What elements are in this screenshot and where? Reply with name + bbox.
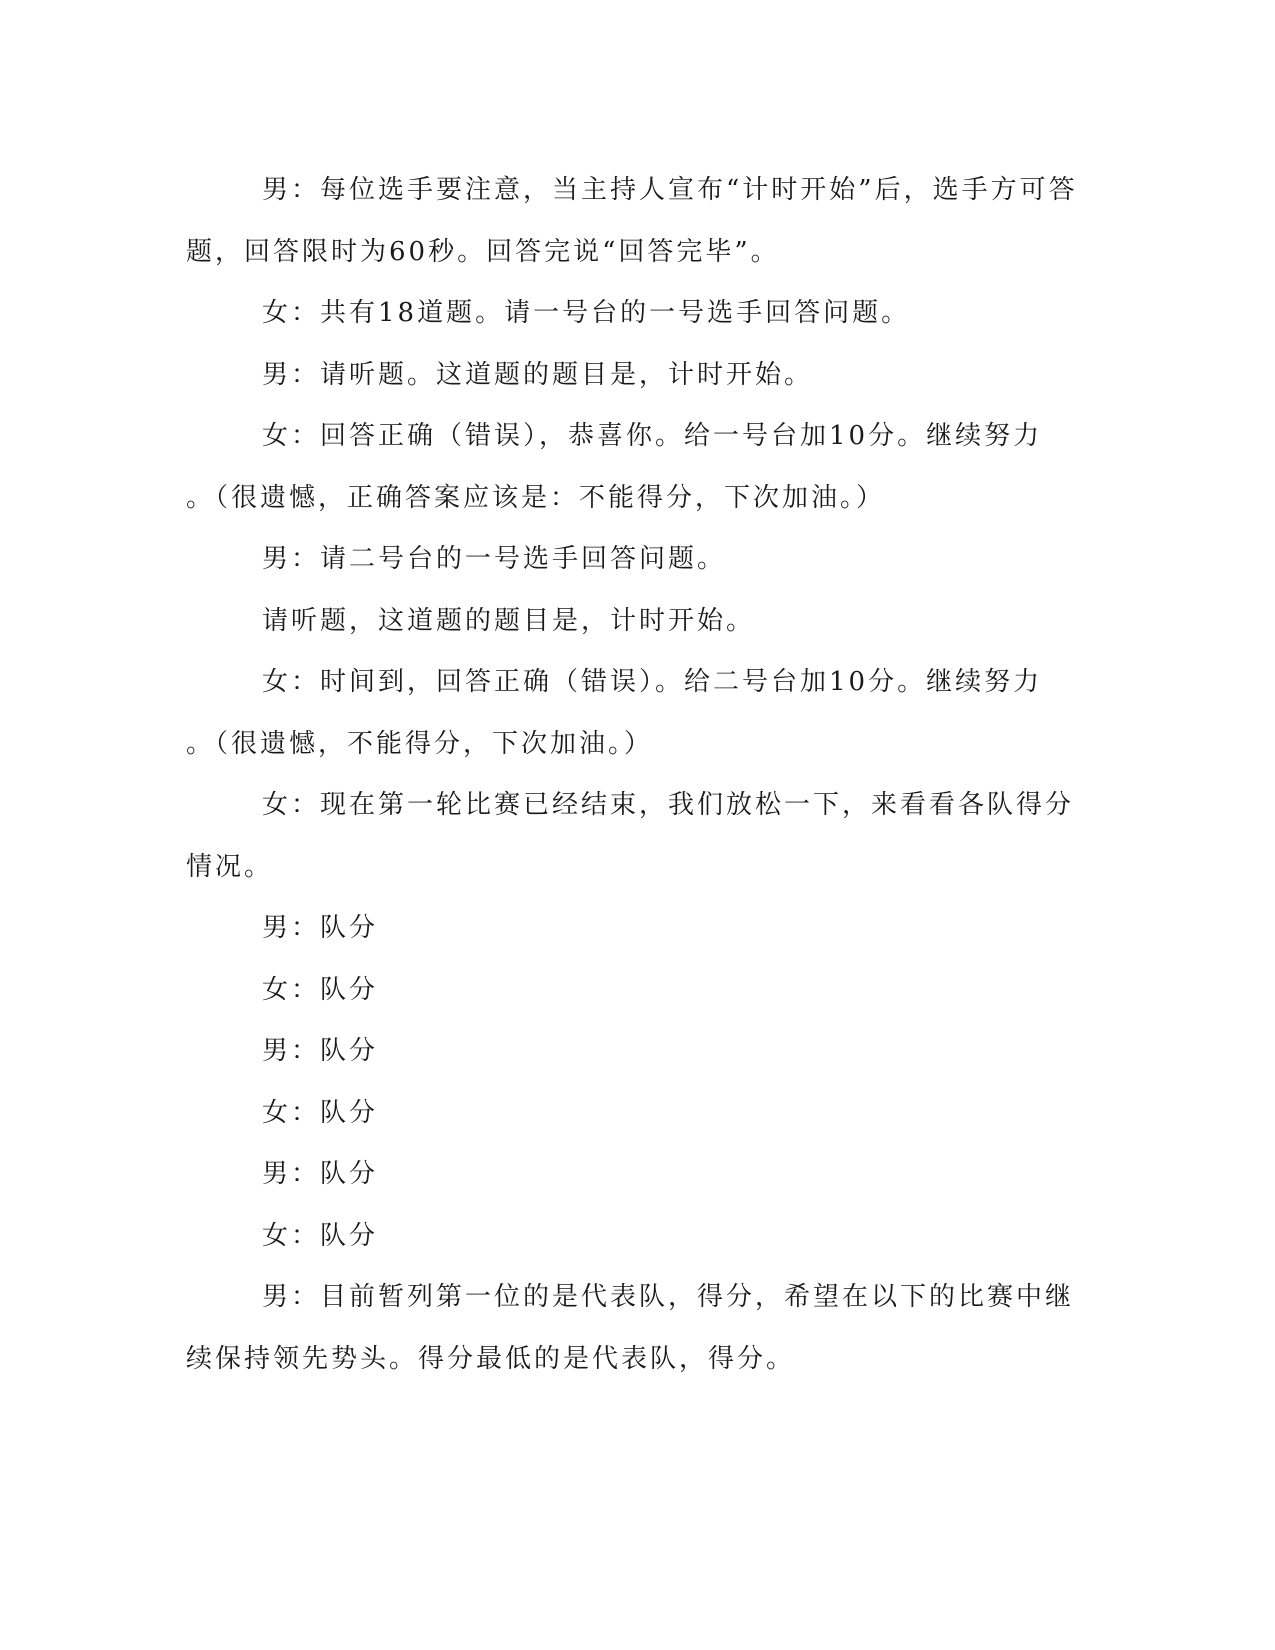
paragraph-line: 男：请二号台的一号选手回答问题。 (262, 544, 727, 574)
paragraph-line: 男：目前暂列第一位的是代表队，得分，希望在以下的比赛中继 (262, 1282, 1075, 1312)
paragraph (186, 1267, 1075, 1390)
paragraph-line: 女：回答正确（错误），恭喜你。给一号台加10分。继续努力 (262, 421, 1043, 451)
paragraph-line: 续保持领先势头。得分最低的是代表队，得分。 (186, 1343, 796, 1374)
paragraph-line: 女：共有18道题。请一号台的一号选手回答问题。 (262, 298, 911, 328)
paragraph-line: 男：每位选手要注意，当主持人宣布“计时开始”后，选手方可答 (262, 175, 1078, 205)
paragraph (186, 652, 1066, 775)
paragraph (186, 1083, 1066, 1145)
paragraph-line: 。（很遗憾，正确答案应该是：不能得分，下次加油。） (186, 482, 886, 513)
paragraph (186, 345, 1066, 407)
paragraph (186, 591, 1066, 653)
paragraph-line: 女：队分 (262, 1097, 379, 1128)
paragraph-line: 女：时间到，回答正确（错误）。给二号台加10分。继续努力 (262, 667, 1043, 697)
paragraph (186, 1206, 1066, 1268)
paragraph-line: 男：队分 (262, 1036, 379, 1066)
paragraph (186, 160, 1078, 283)
paragraph-line: 女：队分 (262, 974, 379, 1005)
paragraph (186, 775, 1075, 898)
paragraph (186, 898, 1066, 960)
paragraph (186, 1144, 1066, 1206)
paragraph (186, 529, 1066, 591)
document-body (186, 160, 1078, 1390)
paragraph (186, 406, 1066, 529)
paragraph-line: 题，回答限时为60秒。回答完说“回答完毕”。 (186, 236, 780, 267)
paragraph-line: 情况。 (186, 851, 274, 882)
paragraph (186, 960, 1066, 1022)
paragraph-line: 。（很遗憾，不能得分，下次加油。） (186, 728, 654, 759)
paragraph-line: 女：队分 (262, 1220, 379, 1251)
paragraph-line: 请听题，这道题的题目是，计时开始。 (262, 605, 756, 636)
paragraph (186, 1021, 1066, 1083)
paragraph-line: 男：请听题。这道题的题目是，计时开始。 (262, 359, 814, 390)
paragraph-line: 男：队分 (262, 1159, 379, 1189)
paragraph-line: 男：队分 (262, 913, 379, 943)
paragraph (186, 283, 1066, 345)
paragraph-line: 女：现在第一轮比赛已经结束，我们放松一下，来看看各队得分 (262, 790, 1075, 820)
